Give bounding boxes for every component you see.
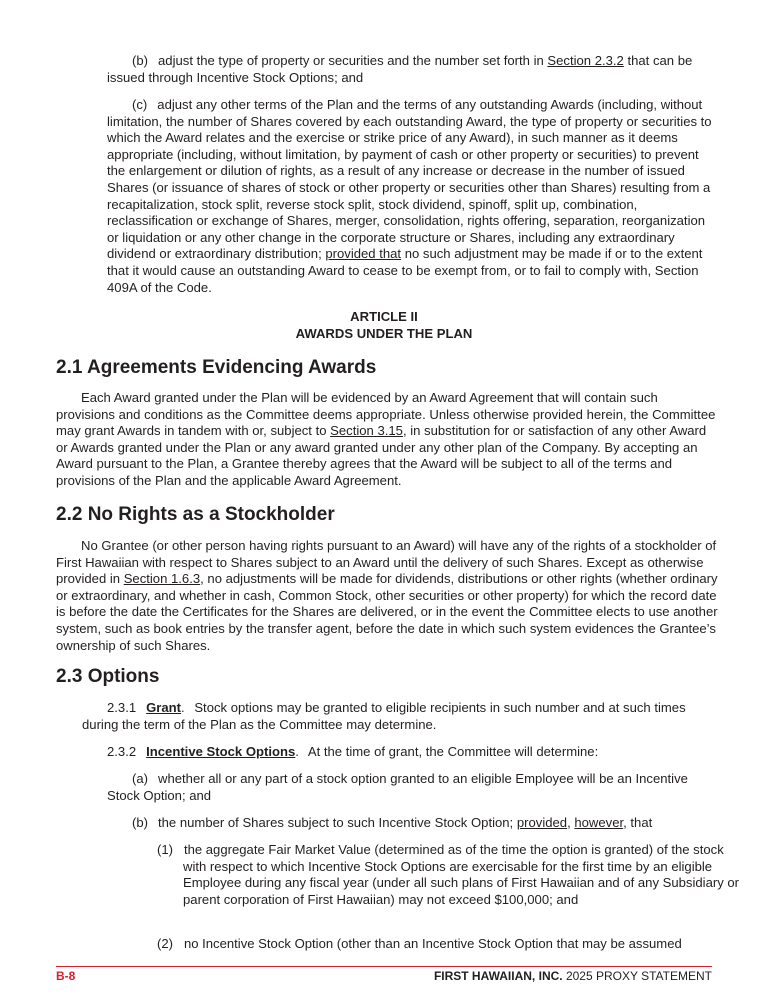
subsection-title: Incentive Stock Options (146, 744, 296, 759)
footer-document: 2025 PROXY STATEMENT (565, 969, 712, 983)
provided-term: provided (516, 815, 568, 830)
section-2-3-2-link[interactable]: Section 2.3.2 (547, 53, 624, 68)
footer-divider (56, 966, 712, 967)
article-title: AWARDS UNDER THE PLAN (295, 326, 473, 341)
para-text: No Grantee (or other person having rights pursuant to an Award) will have any of the rights of a stockholder of First Hawaiian with respect to Shares subject to an Award until the delivery of such Shares. Except as otherwise provided in (56, 538, 717, 587)
subsection-2-3-1: 2.3.1 Grant. Stock options may be granted to eligible recipients in such number and at such times during the term of the Plan as the Committee may determine. (82, 700, 686, 732)
para-label: (a) (132, 771, 149, 786)
para-text: , in substitution for or satisfaction of any other Award or Awards granted under the Plan or any award granted under any other plan of the Company. By accepting an Award pursuant to the Plan, a Grantee thereby agrees that the Award will be subject to all of the terms and provisions of the Plan and the applicable Award Agreement. (56, 423, 707, 488)
para-label: (c) (132, 97, 148, 112)
para-text: Stock options may be granted to eligible recipients in such number and at such times during the term of the Plan as the Committee may determine. (82, 700, 686, 732)
para-text: the aggregate Fair Market Value (determined as of the time the option is granted) of the stock with respect to which Incentive Stock Options are exercisable for the first time by an eligible Employee during any fiscal year (under all such plans of First Hawaiian and of any Subsidiary or parent corporation of First Hawaiian) may not exceed $100,000; and (183, 842, 740, 907)
para-text: the number of Shares subject to such Incentive Stock Option; (158, 815, 514, 830)
item-label: (1) (157, 842, 174, 857)
however-term: however (574, 815, 624, 830)
para-text: whether all or any part of a stock option granted to an eligible Employee will be an Incentive Stock Option; and (107, 771, 688, 803)
subsection-title: Grant (146, 700, 182, 715)
numbered-item-2 (157, 936, 743, 953)
subsection-2-3-2: 2.3.2 Incentive Stock Options. At the time of grant, the Committee will determine: (107, 744, 599, 759)
article-heading (0, 308, 768, 342)
page-number: B-8 (56, 969, 76, 983)
clause-b: (b) the number of Shares subject to such Incentive Stock Option; provided, however, that (132, 815, 653, 830)
item-label: (2) (157, 936, 174, 951)
section-1-6-3-link[interactable]: Section 1.6.3 (123, 571, 201, 587)
para-text: that (630, 815, 653, 830)
para-text: no such adjustment may be made if or to the extent that it would cause an outstanding Award to cease to be exempt from, or to fail to comply with, Section 409A of the Code. (107, 246, 703, 295)
subsection-number: 2.3.1 (107, 700, 137, 715)
section-2-2-heading: 2.2 No Rights as a Stockholder (56, 504, 335, 525)
para-text: At the time of grant, the Committee will determine: (307, 744, 599, 759)
clause-a (107, 771, 717, 804)
section-2-1-heading: 2.1 Agreements Evidencing Awards (56, 357, 377, 378)
para-text: , no adjustments will be made for dividends, distributions or other rights (whether ordinary or extraordinary, and whether in cash, Common Stock, other securities or other property) for which the record date is before the date the Certificates for the Shares are delivered, or in the event the Committee elects to use another system, such as book entries by the transfer agent, before the date in which such system evidences the Grantee’s ownership of such Shares. (56, 571, 718, 653)
para-text: adjust any other terms of the Plan and the terms of any outstanding Awards (including, without limitation, the number of Shares covered by each outstanding Award, the type of property or securities to which the Award relates and the exercise or strike price of any Award), in such manner as it deems appropriate (including, without limitation, by payment of cash or other property or securities) to prevent the enlargement or dilution of rights, as a result of any increase or decrease in the number of issued Shares (or issuance of shares of stock or other property or securities other than Shares) resulting from a recapitalization, stock split, reverse stock split, stock dividend, spinoff, split up, combination, reclassification or exchange of Shares, merger, consolidation, rights offering, separation, reorganization or liquidation or any other change in the corporate structure or Shares, including any extraordinary dividend or extraordinary distribution; (107, 97, 712, 262)
footer-title (434, 969, 712, 983)
provided-that-term: provided that (325, 246, 402, 262)
numbered-item-1 (157, 842, 743, 908)
para-text: adjust the type of property or securities and the number set forth in (158, 53, 544, 68)
para-text: that can be issued through Incentive Stock Options; and (107, 53, 693, 85)
section-2-2-body (56, 538, 718, 654)
section-2-1-body (56, 390, 718, 490)
article-number: ARTICLE II (350, 309, 418, 324)
subsection-number: 2.3.2 (107, 744, 137, 759)
para-label: (b) (132, 815, 149, 830)
section-3-15-link[interactable]: Section 3.15 (330, 423, 403, 439)
footer-company: FIRST HAWAIIAN, INC. (433, 969, 563, 983)
para-text: no Incentive Stock Option (other than an Incentive Stock Option that may be assumed (183, 936, 682, 951)
paragraph-b (107, 53, 717, 86)
paragraph-c (107, 97, 717, 296)
para-text: Each Award granted under the Plan will be evidenced by an Award Agreement that will contain such provisions and conditions as the Committee deems appropriate. Unless otherwise provided herein, the Committee may grant Awards in tandem with or, subject to (56, 390, 716, 439)
section-2-3-heading: 2.3 Options (56, 666, 160, 687)
para-label: (b) (132, 53, 149, 68)
